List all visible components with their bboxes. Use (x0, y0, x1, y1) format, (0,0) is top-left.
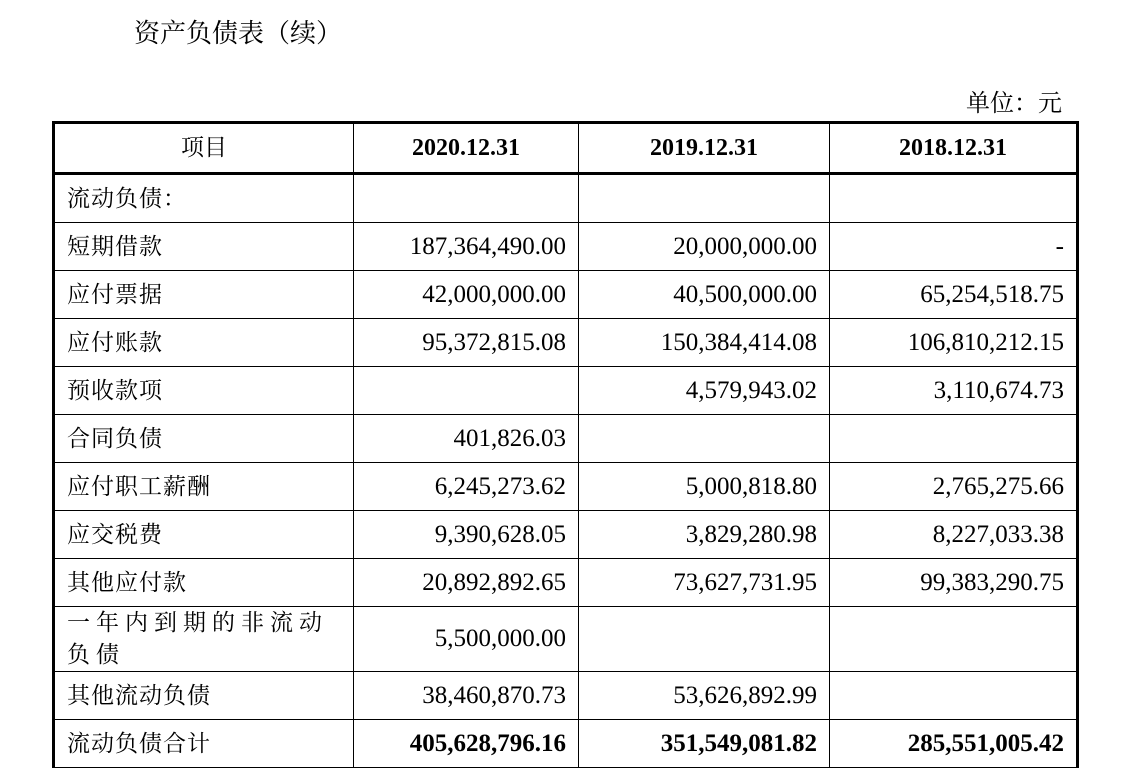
balance-sheet-table (52, 121, 1079, 768)
value-2019: 73,627,731.95 (579, 559, 830, 607)
table-row (54, 367, 1078, 415)
value-2018: 3,110,674.73 (830, 367, 1078, 415)
total-2018: 285,551,005.42 (830, 720, 1078, 768)
total-2020: 405,628,796.16 (354, 720, 579, 768)
header-2019: 2019.12.31 (579, 123, 830, 174)
table-row (54, 607, 1078, 672)
total-row (54, 720, 1078, 768)
row-label: 预收款项 (54, 367, 354, 415)
value-2019: 53,626,892.99 (579, 672, 830, 720)
value-2020: 401,826.03 (354, 415, 579, 463)
row-label: 应付职工薪酬 (54, 463, 354, 511)
value-2020: 5,500,000.00 (354, 607, 579, 672)
table-row (54, 511, 1078, 559)
row-label: 一年内到期的非流动负债 (54, 607, 354, 672)
value-2020: 20,892,892.65 (354, 559, 579, 607)
value-2019 (579, 415, 830, 463)
value-2019: 40,500,000.00 (579, 271, 830, 319)
section-label: 流动负债： (54, 174, 354, 223)
table-header-row (54, 123, 1078, 174)
total-label: 流动负债合计 (54, 720, 354, 768)
row-label: 合同负债 (54, 415, 354, 463)
value-2019: 4,579,943.02 (579, 367, 830, 415)
value-2018 (830, 607, 1078, 672)
value-2020: 42,000,000.00 (354, 271, 579, 319)
header-item: 项目 (54, 123, 354, 174)
table-row (54, 319, 1078, 367)
page-title: 资产负债表（续） (134, 19, 343, 49)
value-2020: 6,245,273.62 (354, 463, 579, 511)
value-2018: 65,254,518.75 (830, 271, 1078, 319)
row-label: 短期借款 (54, 223, 354, 271)
table-row (54, 672, 1078, 720)
value-2018: 2,765,275.66 (830, 463, 1078, 511)
value-2019: 3,829,280.98 (579, 511, 830, 559)
table-row (54, 271, 1078, 319)
table-row (54, 415, 1078, 463)
value-2020: 9,390,628.05 (354, 511, 579, 559)
section-row (54, 174, 1078, 223)
value-2019 (579, 607, 830, 672)
row-label: 应付票据 (54, 271, 354, 319)
value-2019: 5,000,818.80 (579, 463, 830, 511)
unit-label: 单位：元 (966, 89, 1062, 117)
value-2018: - (830, 223, 1078, 271)
value-2020: 38,460,870.73 (354, 672, 579, 720)
row-label: 应付账款 (54, 319, 354, 367)
value-2018: 8,227,033.38 (830, 511, 1078, 559)
header-2020: 2020.12.31 (354, 123, 579, 174)
value-2018 (830, 672, 1078, 720)
table-row (54, 223, 1078, 271)
value-2020: 187,364,490.00 (354, 223, 579, 271)
value-2018 (830, 415, 1078, 463)
value-2018: 99,383,290.75 (830, 559, 1078, 607)
total-2019: 351,549,081.82 (579, 720, 830, 768)
row-label: 应交税费 (54, 511, 354, 559)
value-2018: 106,810,212.15 (830, 319, 1078, 367)
row-label: 其他流动负债 (54, 672, 354, 720)
value-2019: 150,384,414.08 (579, 319, 830, 367)
row-label: 其他应付款 (54, 559, 354, 607)
value-2020: 95,372,815.08 (354, 319, 579, 367)
table-row (54, 463, 1078, 511)
value-2019: 20,000,000.00 (579, 223, 830, 271)
table-row (54, 559, 1078, 607)
value-2020 (354, 367, 579, 415)
header-2018: 2018.12.31 (830, 123, 1078, 174)
